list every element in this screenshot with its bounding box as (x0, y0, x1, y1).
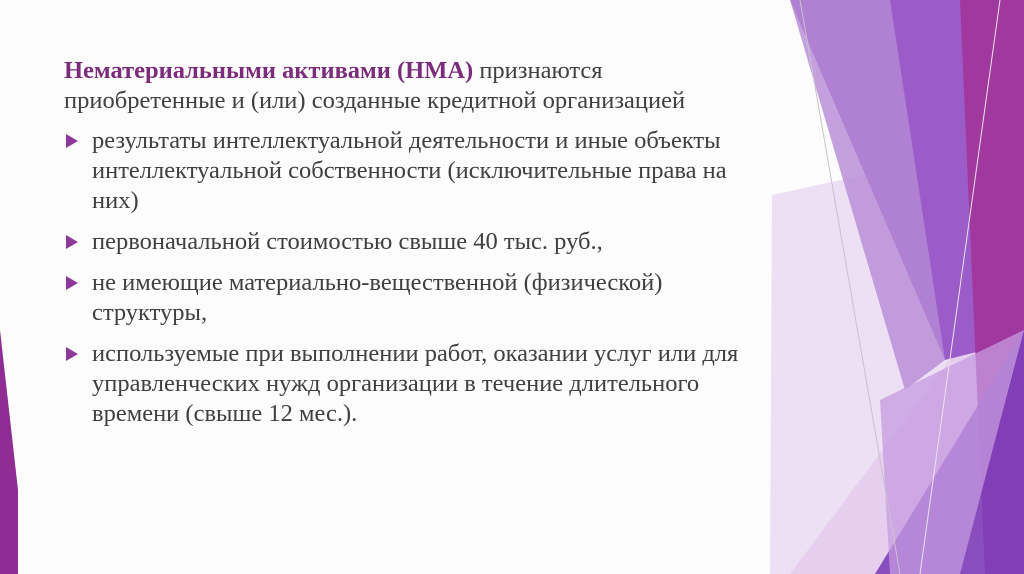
list-item-text: используемые при выполнении работ, оказании услуг или для управленческих нужд организации в течение длительного времени (свыше 12 мес.). (92, 340, 739, 427)
triangle-right-icon (66, 276, 78, 290)
triangle-right-icon (66, 347, 78, 361)
left-accent-shape (0, 330, 18, 574)
list-item-text: не имеющие материально-вещественной (физической) структуры, (92, 269, 663, 326)
list-item (64, 339, 764, 429)
list-item (64, 268, 764, 328)
list-item (64, 227, 764, 257)
intro-definition: признаются приобретенные и (или) созданные кредитной организацией (64, 57, 686, 114)
criteria-list (64, 126, 764, 429)
intro-paragraph (64, 56, 764, 116)
triangle-right-icon (66, 235, 78, 249)
list-item (64, 126, 764, 216)
triangle-right-icon (66, 134, 78, 148)
intro-term: Нематериальными активами (НМА) (64, 57, 474, 84)
list-item-text: первоначальной стоимостью свыше 40 тыс. руб., (92, 228, 603, 255)
list-item-text: результаты интеллектуальной деятельности и иные объекты интеллектуальной собственности (исключительные права на них) (92, 127, 727, 214)
slide-content (64, 56, 764, 440)
